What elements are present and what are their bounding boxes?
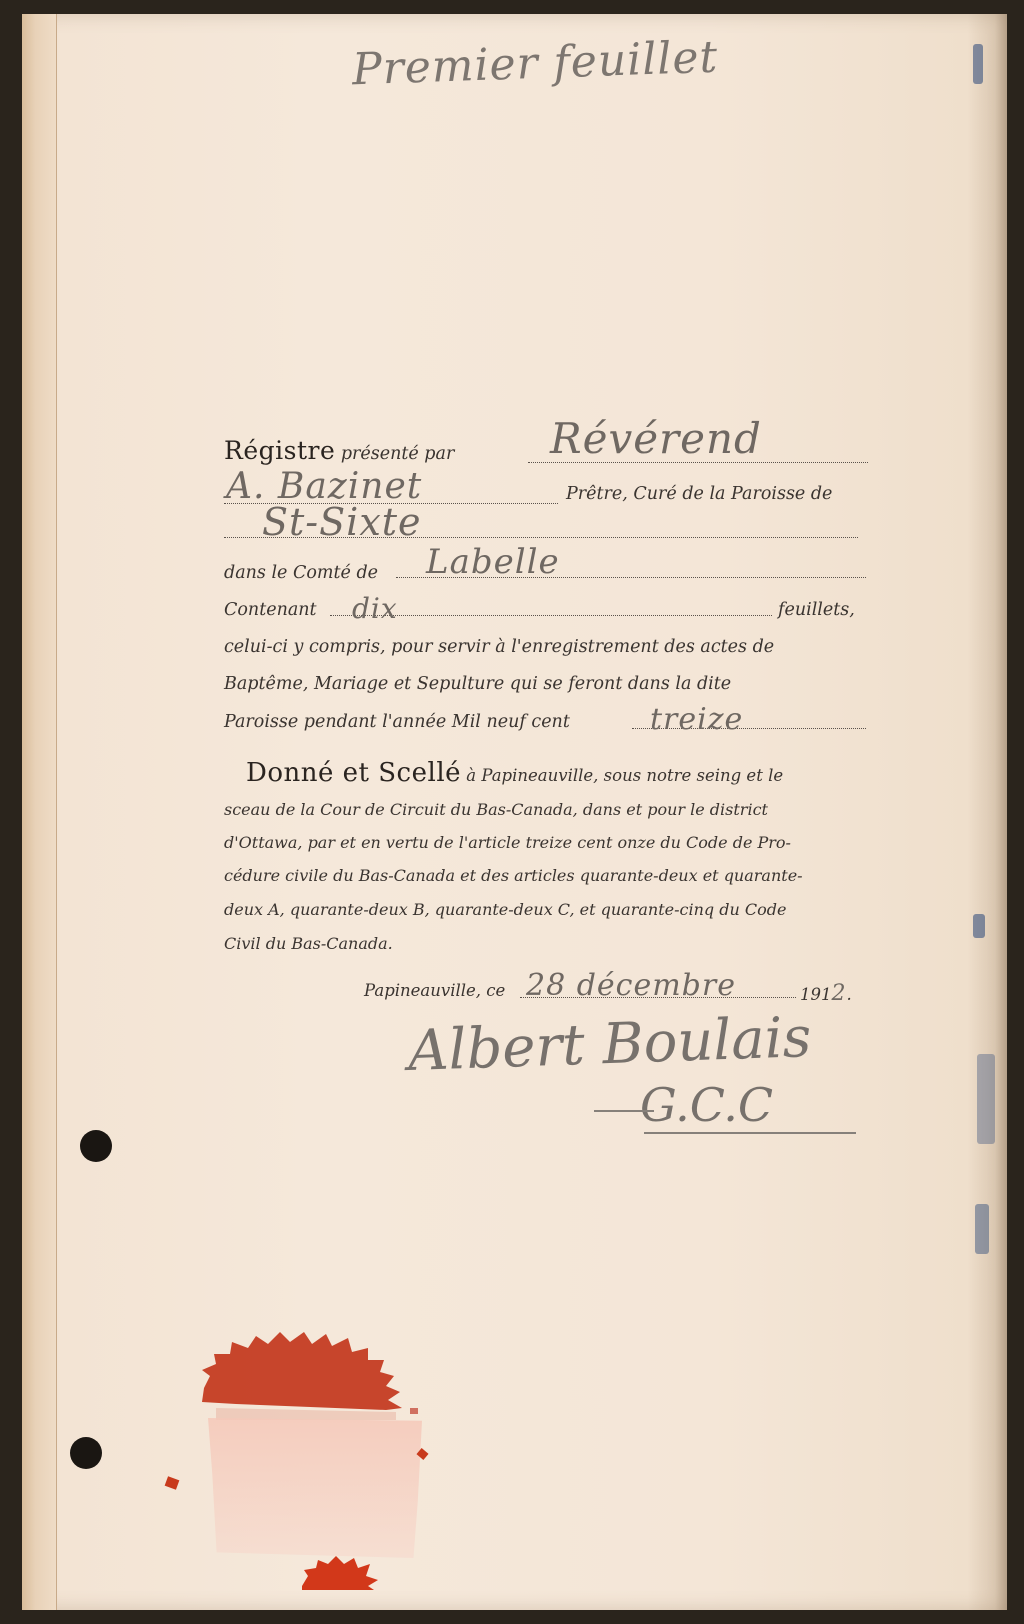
presenter-hand-1: Révérend [550, 414, 762, 463]
signature-underline [644, 1132, 856, 1134]
ink-stain [973, 44, 983, 84]
signature-underline [594, 1110, 654, 1112]
line-bapteme: Baptême, Mariage et Sepulture qui se feront dans la dite [224, 674, 732, 694]
parish-hand: St-Sixte [262, 500, 422, 544]
presenter-hand-2: A. Bazinet [226, 466, 423, 507]
wax-seal-top [202, 1332, 402, 1410]
contenant-hand: dix [352, 592, 398, 625]
wax-seal-remnant [196, 1330, 418, 1420]
ink-stain [977, 1054, 995, 1144]
ink-stain [973, 914, 985, 938]
year-prefix: 191 [800, 985, 832, 1004]
year-hand: 2 [831, 981, 847, 1006]
line-deux: deux A, quarante-deux B, quarante-deux C, et quarante-cinq du Code [224, 900, 787, 919]
header-note: Premier feuillet [351, 31, 719, 96]
signature-name: Albert Boulais [406, 1004, 813, 1085]
wax-fleck [410, 1408, 418, 1414]
page-edge [967, 14, 1007, 1610]
line-paroisse: Paroisse pendant l'année Mil neuf cent [224, 712, 570, 732]
year-suffix: . [846, 985, 852, 1004]
wax-seal-bottom [300, 1556, 380, 1590]
annee-hand: treize [650, 702, 744, 737]
date-hand: 28 décembre [526, 968, 736, 1003]
wax-seal-fade [216, 1408, 396, 1420]
ink-stain [975, 1204, 989, 1254]
page-binding [22, 14, 57, 1610]
contenant-label: Contenant [224, 600, 317, 620]
punch-hole [80, 1130, 112, 1162]
registre-word: Régistre [224, 436, 336, 465]
line-registre [224, 436, 864, 465]
punch-hole [70, 1437, 102, 1469]
presented-by-text: présenté par [340, 444, 455, 464]
comte-hand: Labelle [426, 542, 560, 582]
feuillets-text: feuillets, [778, 600, 855, 620]
donne-word: Donné et Scellé [246, 758, 462, 788]
year-line [800, 981, 870, 1006]
line-ottawa: d'Ottawa, par et en vertu de l'article treize cent onze du Code de Pro- [224, 833, 791, 852]
line-celui: celui-ci y compris, pour servir à l'enregistrement des actes de [224, 637, 775, 657]
line-civil: Civil du Bas-Canada. [224, 934, 393, 953]
comte-label: dans le Comté de [224, 563, 378, 583]
pretre-cure-text: Prêtre, Curé de la Paroisse de [566, 484, 833, 504]
line-donne [246, 758, 866, 788]
donne-rest: à Papineauville, sous notre seing et le [466, 766, 784, 785]
place-label: Papineauville, ce [364, 981, 506, 1000]
line-sceau: sceau de la Cour de Circuit du Bas-Canada, dans et pour le district [224, 800, 768, 819]
line-cedure: cédure civile du Bas-Canada et des articles quarante-deux et quarante- [224, 866, 803, 885]
signature-title: G.C.C [640, 1078, 774, 1132]
seal-paper-patch [208, 1418, 422, 1558]
